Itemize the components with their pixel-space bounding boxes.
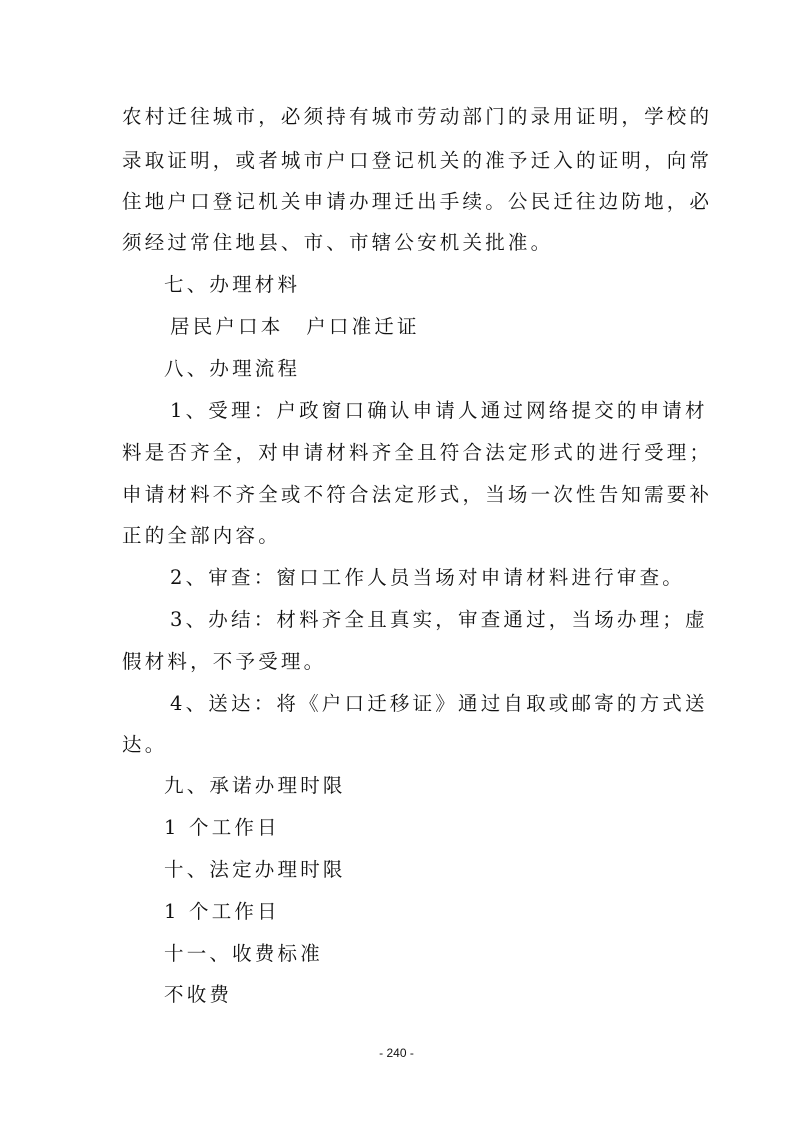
page-number: - 240 -	[379, 1046, 414, 1060]
section-heading: 十一、收费标准	[164, 942, 323, 965]
section-heading: 九、承诺办理时限	[164, 774, 346, 797]
body-line: 4、送达：将《户口迁移证》通过自取或邮寄的方式送	[170, 692, 708, 715]
body-line: 1 个工作日	[164, 900, 280, 923]
body-line: 录取证明，或者城市户口登记机关的准予迁入的证明，向常	[122, 149, 713, 172]
body-line: 正的全部内容。	[122, 524, 281, 547]
body-line: 居民户口本 户口准迁证	[170, 315, 420, 338]
body-line: 农村迁往城市，必须持有城市劳动部门的录用证明，学校的	[122, 105, 713, 128]
body-line: 1 个工作日	[164, 816, 280, 839]
body-line: 3、办结：材料齐全且真实，审查通过，当场办理；虚	[170, 608, 708, 631]
section-heading: 八、办理流程	[164, 357, 301, 380]
section-heading: 七、办理材料	[164, 273, 301, 296]
body-line: 不收费	[164, 983, 233, 1006]
body-line: 达。	[122, 733, 168, 756]
body-line: 申请材料不齐全或不符合法定形式，当场一次性告知需要补	[122, 483, 713, 506]
body-line: 假材料，不予受理。	[122, 650, 327, 673]
body-line: 料是否齐全，对申请材料齐全且符合法定形式的进行受理；	[122, 441, 713, 464]
section-heading: 十、法定办理时限	[164, 858, 346, 881]
body-line: 须经过常住地县、市、市辖公安机关批准。	[122, 231, 554, 254]
body-line: 住地户口登记机关申请办理迁出手续。公民迁往边防地，必	[122, 190, 713, 213]
body-line: 2、审查：窗口工作人员当场对申请材料进行审查。	[170, 566, 686, 589]
body-line: 1、受理：户政窗口确认申请人通过网络提交的申请材	[170, 399, 708, 422]
